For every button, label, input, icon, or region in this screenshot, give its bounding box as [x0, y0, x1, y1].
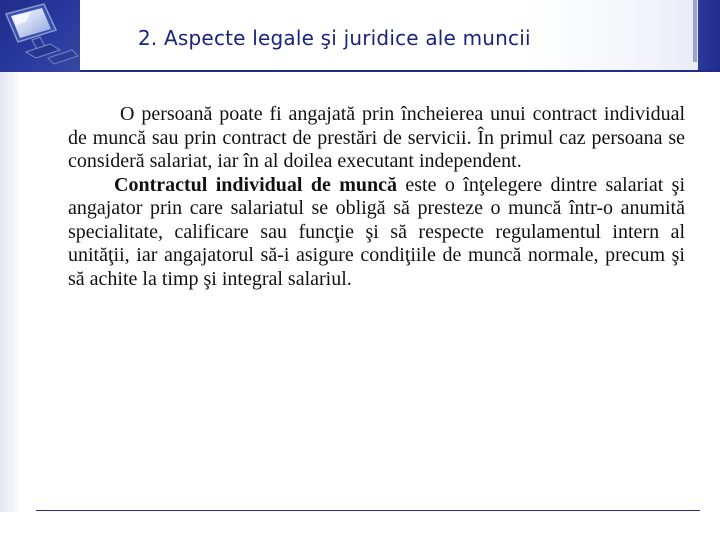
- title-accent-stripe: [693, 0, 697, 62]
- slide-header: [0, 0, 720, 72]
- logo-panel: [0, 0, 80, 72]
- contract-definition-text: este o înţelegere dintre salariat şi angajator prin care salariatul se obligă să presteze o muncă într-o anumită specialitate, calificare sau funcţie şi să respecte regulamentul intern al unităţii, iar angajatorul să-i asigure condiţiile de muncă normale, precum şi să achite la timp şi integral salariul.: [68, 173, 685, 290]
- footer-divider: [36, 510, 700, 511]
- title-accent-block: [698, 0, 720, 72]
- title-divider: [80, 70, 720, 72]
- left-decorative-rail: [0, 72, 20, 512]
- page-title: 2. Aspecte legale şi juridice ale muncii: [138, 26, 531, 50]
- body-text: [68, 103, 685, 291]
- monitor-icon: [0, 0, 80, 72]
- paragraph-employment: O persoană poate fi angajată prin încheierea unui contract individual de muncă sau prin contract de prestări de servicii. În primul caz persoana se consideră salariat, iar în al doilea executant independent.: [68, 103, 685, 172]
- contract-term: Contractul individual de muncă: [114, 173, 397, 196]
- paragraph-contract-definition: [68, 174, 685, 292]
